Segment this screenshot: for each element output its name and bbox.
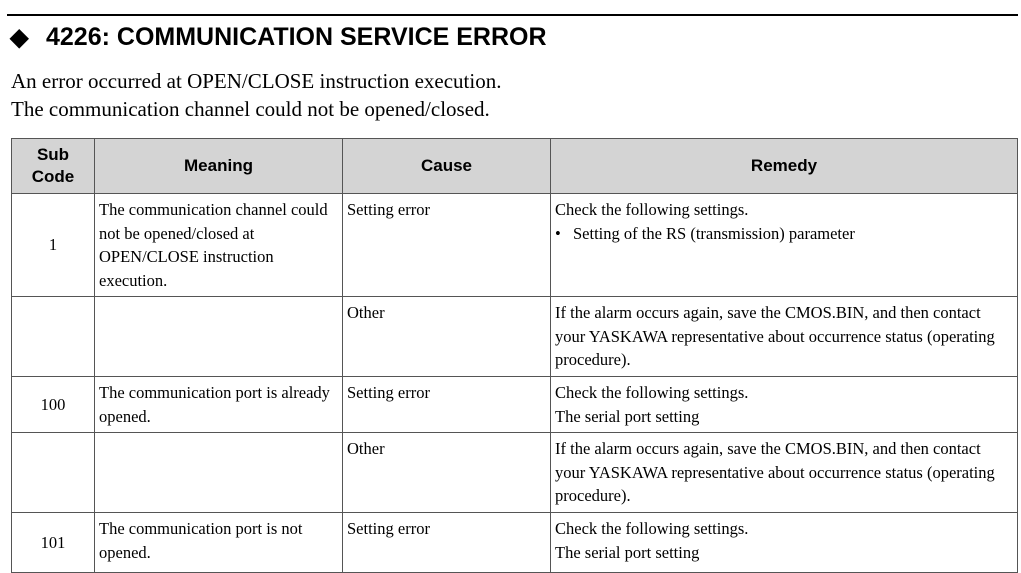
remedy-text: Check the following settings. (555, 519, 749, 538)
meaning-cell: The communication channel could not be opened/closed at OPEN/CLOSE instruction execution. (95, 194, 343, 297)
top-rule (7, 14, 1018, 16)
remedy-text: Check the following settings. (555, 200, 749, 219)
header-sub-code: Sub Code (12, 139, 95, 194)
remedy-bullet-text: Setting of the RS (transmission) parameter (573, 223, 855, 243)
intro-line-1: An error occurred at OPEN/CLOSE instruction execution. (11, 69, 502, 93)
remedy-text: Check the following settings. (555, 383, 749, 402)
remedy-cell: If the alarm occurs again, save the CMOS.BIN, and then contact your YASKAWA representative about occurrence status (operating procedure). (551, 433, 1018, 513)
sub-code-cell (12, 297, 95, 377)
remedy-text-line-2: The serial port setting (555, 406, 700, 426)
sub-code-cell (12, 433, 95, 513)
table-row (12, 433, 1018, 513)
cause-cell: Other (343, 297, 551, 377)
intro-line-2: The communication channel could not be opened/closed. (11, 97, 490, 121)
remedy-cell (551, 377, 1018, 433)
error-table (11, 138, 1018, 573)
table-row (12, 194, 1018, 297)
remedy-cell: If the alarm occurs again, save the CMOS.BIN, and then contact your YASKAWA representative about occurrence status (operating procedure). (551, 297, 1018, 377)
table-header-row (12, 139, 1018, 194)
table-row (12, 297, 1018, 377)
meaning-cell: The communication port is already opened. (95, 377, 343, 433)
meaning-cell: The communication port is not opened. (95, 513, 343, 573)
header-cause: Cause (343, 139, 551, 194)
remedy-cell (551, 513, 1018, 573)
diamond-icon: ◆ (10, 24, 29, 51)
section-heading (10, 20, 547, 55)
remedy-bullet-item (555, 222, 1013, 246)
header-meaning: Meaning (95, 139, 343, 194)
cause-cell: Setting error (343, 377, 551, 433)
sub-code-cell: 100 (12, 377, 95, 433)
sub-code-cell: 1 (12, 194, 95, 297)
cause-cell: Other (343, 433, 551, 513)
bullet-icon: • (555, 223, 561, 243)
meaning-cell (95, 433, 343, 513)
meaning-cell (95, 297, 343, 377)
table-row (12, 377, 1018, 433)
sub-code-cell: 101 (12, 513, 95, 573)
section-title: 4226: COMMUNICATION SERVICE ERROR (46, 23, 547, 51)
header-remedy: Remedy (551, 139, 1018, 194)
remedy-text-line-2: The serial port setting (555, 542, 700, 562)
table-row (12, 513, 1018, 573)
cause-cell: Setting error (343, 194, 551, 297)
cause-cell: Setting error (343, 513, 551, 573)
intro-text (11, 67, 501, 123)
remedy-cell (551, 194, 1018, 297)
